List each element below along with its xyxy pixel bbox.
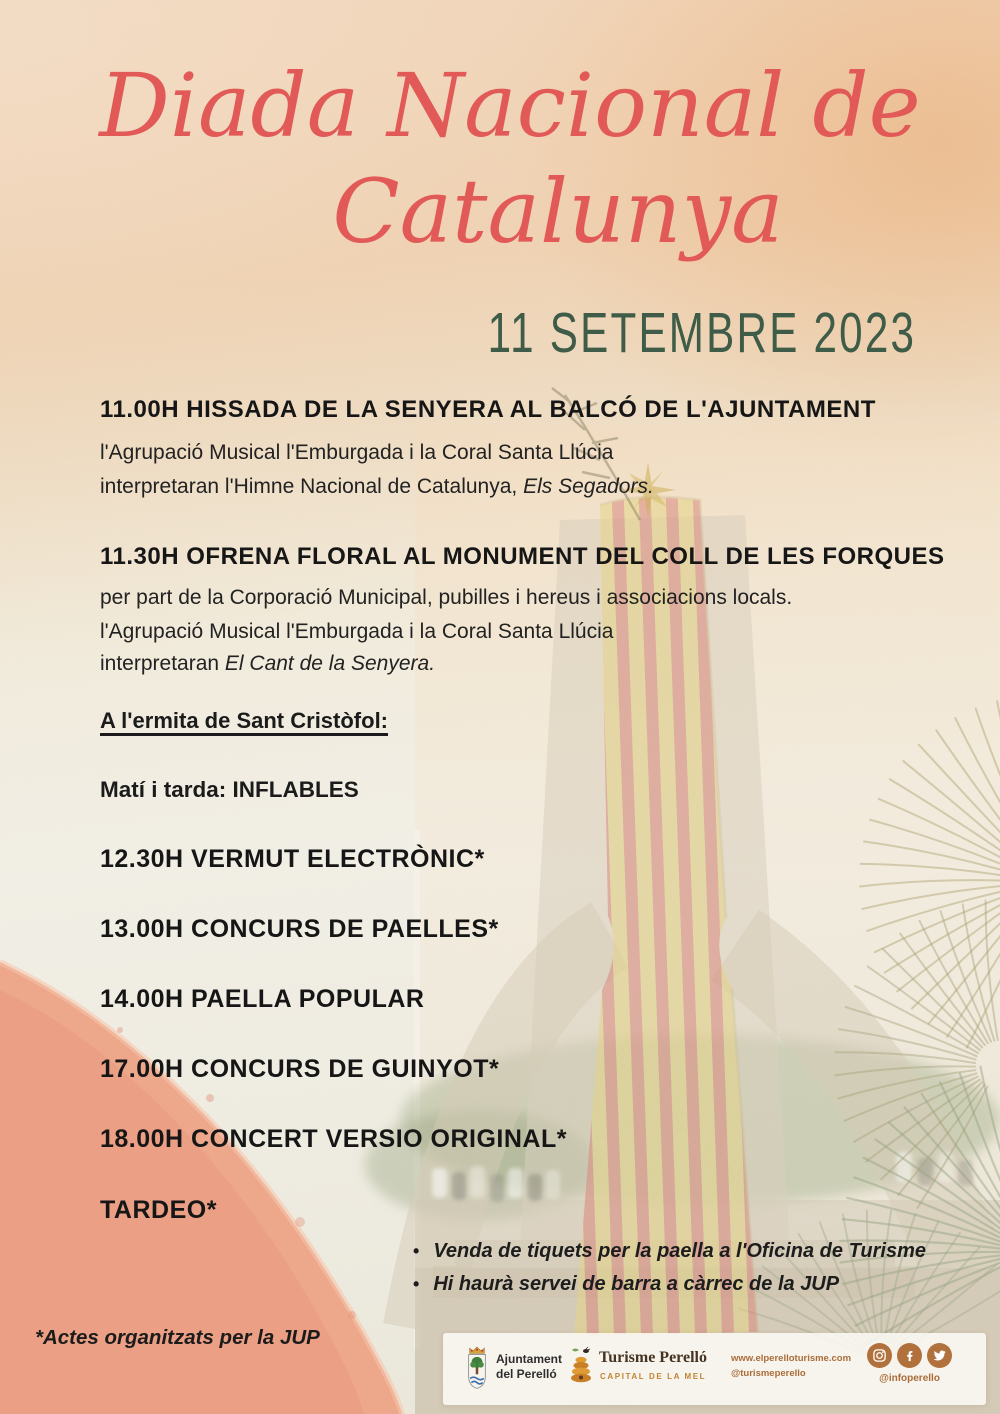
beehive-icon: [569, 1346, 595, 1386]
poster-title-line2: Catalunya: [332, 160, 784, 263]
event1-line1: l'Agrupació Musical l'Emburgada i la Coral Santa Llúcia: [100, 441, 614, 464]
event2-line3-italic: El Cant de la Senyera.: [224, 652, 436, 675]
event1-line2-text: interpretaran l'Himne Nacional de Catalunya,: [100, 475, 524, 498]
turisme-tagline: CAPITAL DE LA MEL: [600, 1372, 707, 1381]
ajuntament-line2: del Perelló: [496, 1367, 557, 1381]
event1-heading: 11.00H HISSADA DE LA SENYERA AL BALCÓ DE L'AJUNTAMENT: [100, 396, 876, 423]
event2-line3: [100, 652, 435, 676]
twitter-icon[interactable]: [927, 1343, 952, 1368]
ajuntament-coat-of-arms-icon: [463, 1345, 491, 1391]
note-text: Hi haurà servei de barra a càrrec de la JUP: [433, 1273, 840, 1295]
event1-line2: [100, 475, 654, 499]
social-handle[interactable]: @turismeperello: [731, 1368, 806, 1379]
instagram-icon[interactable]: [867, 1343, 892, 1368]
turisme-brand-name: Turisme Perelló: [599, 1349, 707, 1366]
info-handle[interactable]: @infoperello: [879, 1373, 940, 1384]
schedule-item: TARDEO*: [100, 1196, 217, 1224]
footer-bar: [443, 1333, 986, 1405]
event2-heading: 11.30H OFRENA FLORAL AL MONUMENT DEL COLL DE LES FORQUES: [100, 543, 945, 570]
event2-line3-text: interpretaran: [100, 652, 225, 675]
note-text: Venda de tiquets per la paella a l'Oficina de Turisme: [433, 1240, 927, 1262]
footnote: *Actes organitzats per la JUP: [35, 1326, 320, 1349]
social-icons: [867, 1343, 952, 1368]
footer-links: [731, 1351, 851, 1381]
note-item: [413, 1273, 839, 1296]
bullet-icon: •: [413, 1274, 420, 1294]
event2-line2: l'Agrupació Musical l'Emburgada i la Coral Santa Llúcia: [100, 620, 614, 643]
ajuntament-label: [496, 1352, 562, 1382]
website-url[interactable]: www.elperelloturisme.com: [731, 1353, 852, 1364]
poster-title-line1: Diada Nacional de: [99, 54, 921, 157]
schedule-item: 17.00H CONCURS DE GUINYOT*: [100, 1055, 500, 1083]
schedule-item: 18.00H CONCERT VERSIO ORIGINAL*: [100, 1125, 567, 1153]
event1-line2-italic: Els Segadors.: [523, 475, 654, 498]
event-date: 11 SETEMBRE 2023: [487, 301, 916, 365]
facebook-icon[interactable]: [897, 1343, 922, 1368]
schedule-item: 13.00H CONCURS DE PAELLES*: [100, 915, 499, 943]
section-heading-ermita: A l'ermita de Sant Cristòfol:: [100, 708, 389, 733]
schedule-item: 12.30H VERMUT ELECTRÒNIC*: [100, 845, 485, 873]
schedule-item: 14.00H PAELLA POPULAR: [100, 985, 425, 1013]
schedule-item-mati: Matí i tarda: INFLABLES: [100, 777, 359, 802]
ajuntament-line1: Ajuntament: [496, 1352, 562, 1366]
event2-line1: per part de la Corporació Municipal, pubilles i hereus i associacions locals.: [100, 586, 793, 609]
bullet-icon: •: [413, 1241, 420, 1261]
note-item: [413, 1240, 926, 1263]
